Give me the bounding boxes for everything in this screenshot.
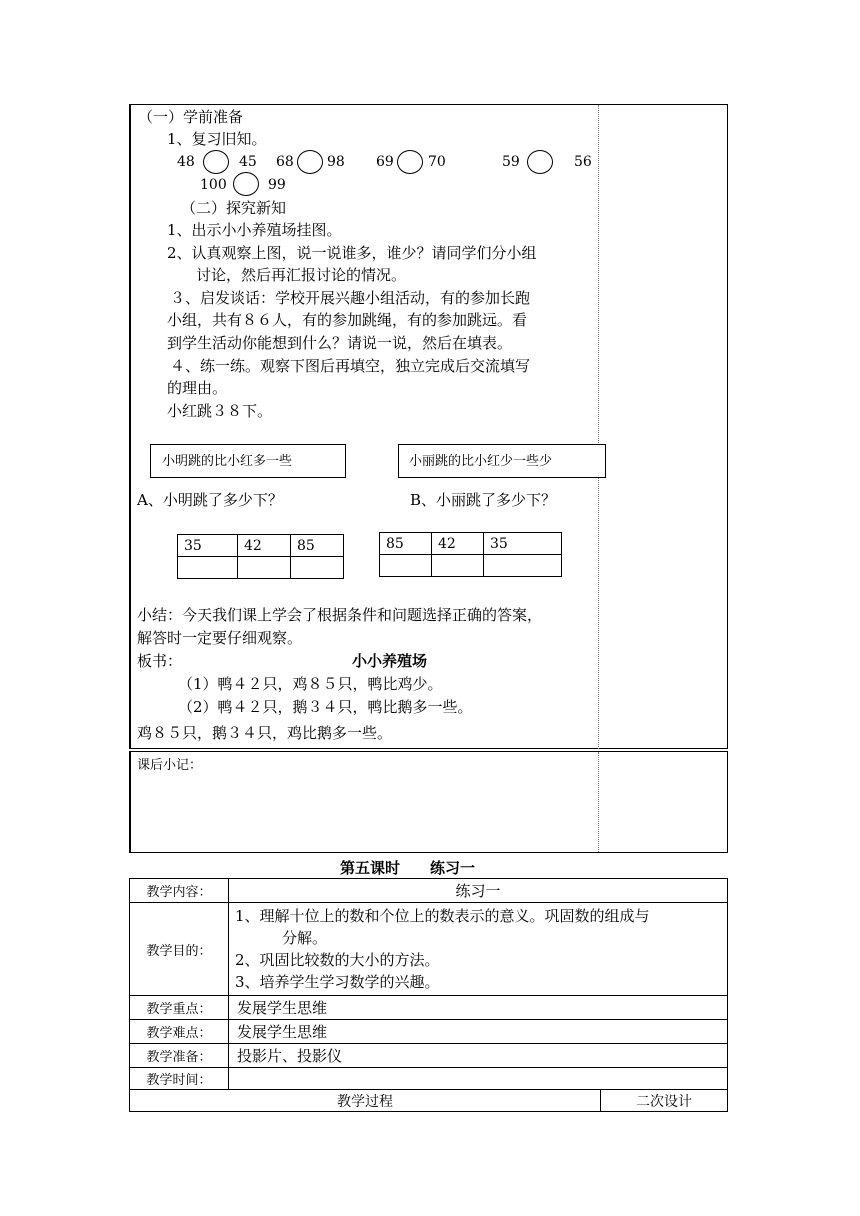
compare-number: 68 [276, 154, 294, 170]
compare-number: 70 [428, 154, 446, 170]
xiaohong-jump-count: 小红跳３８下。 [167, 402, 273, 420]
question-b: B、小丽跳了多少下？ [410, 491, 557, 509]
option-cell: 42 [238, 535, 291, 557]
compare-number: 48 [177, 154, 195, 170]
section-heading-prep: （一）学前准备 [138, 108, 244, 126]
objective-line: 分解。 [282, 929, 328, 947]
explore-step-1: 1、出示小小养殖场挂图。 [167, 221, 342, 239]
row-label: 教学目的： [130, 903, 229, 996]
process-header: 教学过程 [130, 1090, 601, 1112]
compare-number: 59 [502, 154, 520, 170]
after-class-frame [129, 751, 728, 853]
condition-box-xiaoming [150, 444, 346, 478]
column-divider-dotted [598, 105, 599, 749]
condition-box-xiaoli [398, 444, 606, 478]
option-cell: 35 [484, 533, 562, 555]
board-label: 板书： [137, 652, 183, 670]
compare-blank-circle[interactable] [233, 172, 259, 196]
option-cell: 85 [291, 535, 344, 557]
summary-line: 解答时一定要仔细观察。 [137, 629, 303, 647]
explore-step-2-cont: 讨论，然后再汇报讨论的情况。 [196, 266, 407, 284]
review-step: 1、复习旧知。 [167, 130, 267, 148]
option-cell: 35 [178, 535, 238, 557]
row-label: 教学难点： [130, 1020, 229, 1044]
explore-step-3-cont: 到学生活动你能想到什么？请说一说，然后在填表。 [167, 334, 513, 352]
answer-check-cell[interactable] [291, 557, 344, 579]
answer-check-cell[interactable] [380, 555, 432, 577]
explore-step-4-cont: 的理由。 [167, 379, 228, 397]
explore-step-3: ３、启发谈话：学校开展兴趣小组活动，有的参加长跑 [170, 289, 531, 307]
compare-blank-circle[interactable] [203, 150, 229, 174]
compare-number: 56 [574, 154, 592, 170]
row-value: 投影片、投影仪 [229, 1044, 728, 1068]
compare-blank-circle[interactable] [397, 150, 423, 174]
answer-check-cell[interactable] [238, 557, 291, 579]
answer-check-cell[interactable] [484, 555, 562, 577]
option-cell: 42 [432, 533, 484, 555]
row-label: 教学内容： [130, 879, 229, 903]
compare-blank-circle[interactable] [297, 150, 323, 174]
answer-check-cell[interactable] [432, 555, 484, 577]
second-design-header: 二次设计 [601, 1090, 728, 1112]
board-line: 鸡８５只，鹅３４只，鸡比鹅多一些。 [137, 724, 393, 742]
lesson5-title: 第五课时 练习一 [340, 859, 476, 877]
objective-line: 3、培养学生学习数学的兴趣。 [235, 973, 440, 991]
row-label: 教学准备： [130, 1044, 229, 1068]
board-title: 小小养殖场 [352, 652, 428, 670]
lesson5-plan-table [129, 878, 728, 1112]
compare-number: 98 [327, 154, 345, 170]
compare-number: 100 [200, 177, 227, 193]
answer-check-cell[interactable] [178, 557, 238, 579]
row-value: 发展学生思维 [229, 1020, 728, 1044]
compare-number: 99 [268, 177, 286, 193]
answer-table-a [177, 534, 344, 579]
column-divider-dotted [598, 752, 599, 852]
row-label: 教学时间： [130, 1068, 229, 1090]
compare-blank-circle[interactable] [527, 150, 553, 174]
explore-step-3-cont: 小组，共有８６人，有的参加跳绳，有的参加跳远。看 [167, 311, 528, 329]
objective-line: 2、巩固比较数的大小的方法。 [235, 951, 440, 969]
condition-text: 小明跳的比小红多一些 [162, 454, 293, 469]
question-a: A、小明跳了多少下？ [137, 491, 283, 509]
row-value: 发展学生思维 [229, 996, 728, 1020]
row-value: 练习一 [229, 879, 728, 903]
row-label: 教学重点： [130, 996, 229, 1020]
explore-step-4: ４、练一练。观察下图后再填空，独立完成后交流填写 [170, 357, 531, 375]
explore-step-2: 2、认真观察上图，说一说谁多，谁少？请同学们分小组 [167, 244, 537, 262]
objectives-cell [229, 903, 728, 996]
objective-line: 1、理解十位上的数和个位上的数表示的意义。巩固数的组成与 [235, 907, 650, 925]
compare-number: 69 [376, 154, 394, 170]
option-cell: 85 [380, 533, 432, 555]
board-line: （2）鸭４２只，鹅３４只，鸭比鹅多一些。 [178, 698, 473, 716]
board-line: （1）鸭４２只，鸡８５只，鸭比鸡少。 [178, 675, 443, 693]
after-class-label: 课后小记： [137, 758, 203, 773]
row-value[interactable] [229, 1068, 728, 1090]
answer-table-b [379, 532, 562, 577]
condition-text: 小丽跳的比小红少一些少 [409, 454, 553, 469]
section-heading-explore: （二）探究新知 [181, 199, 287, 217]
summary-line: 小结：今天我们课上学会了根据条件和问题选择正确的答案， [137, 606, 543, 624]
compare-number: 45 [239, 154, 257, 170]
